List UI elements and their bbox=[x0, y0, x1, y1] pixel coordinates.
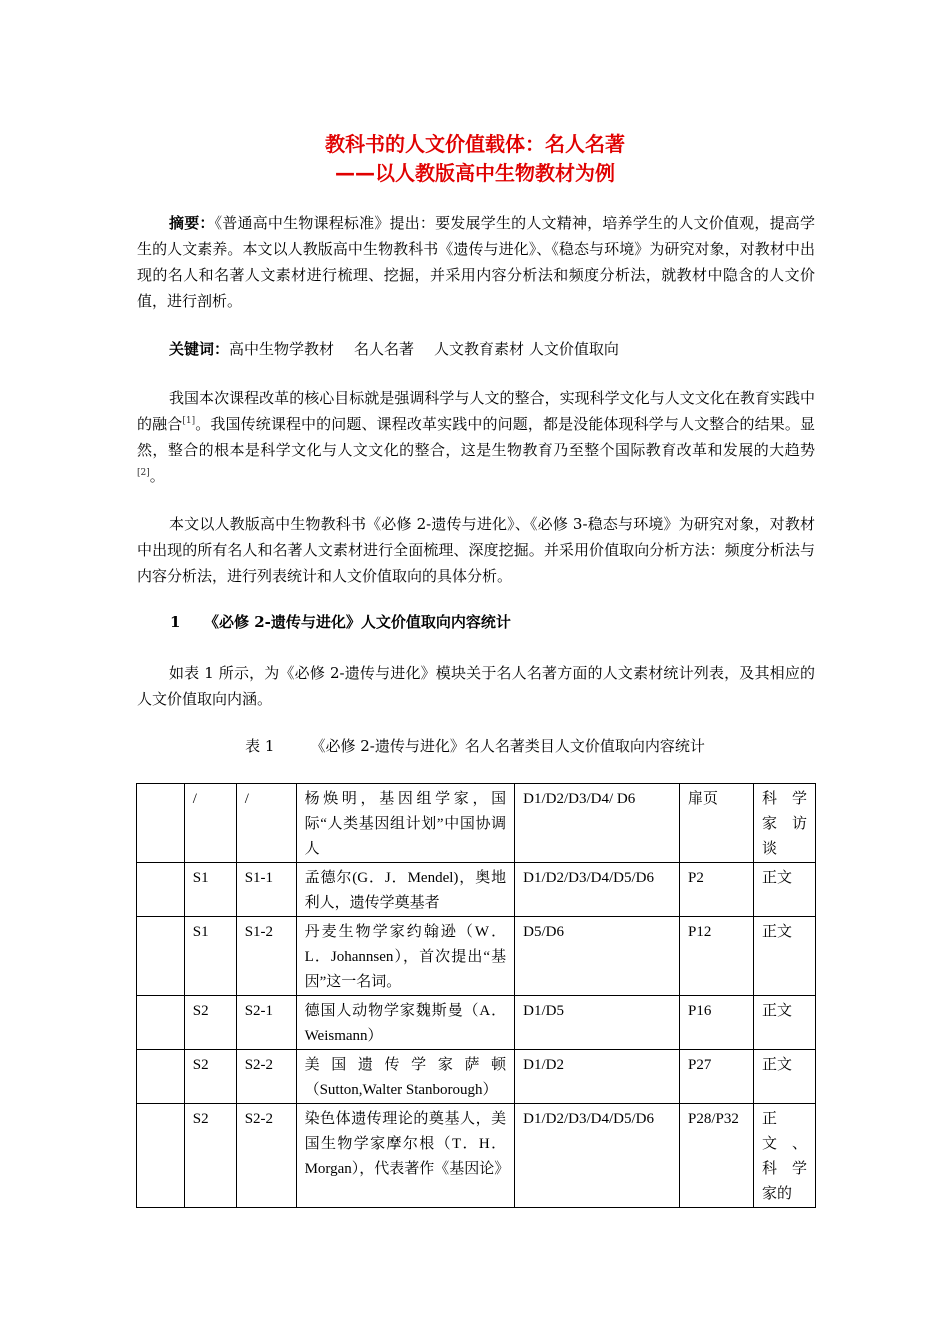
chapter-cell: S2 bbox=[184, 1050, 236, 1104]
table-caption-text: 《必修 2-遗传与进化》名人名著类目人文价值取向内容统计 bbox=[310, 737, 705, 755]
citation-1[interactable]: [1] bbox=[182, 416, 196, 426]
person-cell: 孟德尔(G．J．Mendel)，奥地利人，遗传学奠基者 bbox=[296, 863, 515, 917]
table-caption-label: 表 1 bbox=[245, 737, 275, 755]
section-number: 1 bbox=[170, 613, 181, 631]
table-row bbox=[137, 863, 816, 917]
table-row bbox=[137, 996, 816, 1050]
citation-2[interactable]: [2] bbox=[137, 468, 150, 478]
person-cell: 德国人动物学家魏斯曼（A．Weismann） bbox=[296, 996, 515, 1050]
location-cell: 正文 bbox=[754, 996, 816, 1050]
section-title: 《必修 2-遗传与进化》人文价值取向内容统计 bbox=[204, 613, 511, 631]
title-line-2: ——以人教版高中生物教材为例 bbox=[335, 161, 615, 185]
chapter-cell: S1 bbox=[184, 917, 236, 996]
value-cell: D1/D2/D3/D4/D5/D6 bbox=[515, 1104, 680, 1208]
p1-text-a: 我国本次课程改革的核心目标就是强调科学与人文的整合，实现科学文化与人文文化在教育实践中的融合 bbox=[137, 389, 815, 433]
value-cell: D1/D2 bbox=[515, 1050, 680, 1104]
chapter-cell: S2 bbox=[184, 1104, 236, 1208]
person-cell: 染色体遗传理论的奠基人，美国生物学家摩尔根（T．H．Morgan），代表著作《基因论》 bbox=[296, 1104, 515, 1208]
keyword-1: 高中生物学教材 bbox=[229, 340, 335, 358]
table-row bbox=[137, 1050, 816, 1104]
location-cell: 正文 bbox=[754, 1050, 816, 1104]
location-cell: 正文 bbox=[754, 917, 816, 996]
p1-text-c: 。 bbox=[149, 467, 165, 485]
section-cell: S2-2 bbox=[236, 1104, 296, 1208]
section-cell: S1-1 bbox=[236, 863, 296, 917]
p1-text-b: 。我国传统课程中的问题、课程改革实践中的问题，都是没能体现科学与人文整合的结果。显然，整合的根本是科学文化与人文文化的整合，这是生物教育乃至整个国际教育改革和发展的大趋势 bbox=[137, 415, 815, 459]
section-cell: S2-1 bbox=[236, 996, 296, 1050]
category-cell bbox=[137, 1104, 185, 1208]
content-statistics-table bbox=[136, 783, 816, 1208]
keywords-label: 关键词： bbox=[169, 340, 230, 358]
value-cell: D1/D5 bbox=[515, 996, 680, 1050]
section-cell: / bbox=[236, 784, 296, 863]
category-cell bbox=[137, 917, 185, 996]
page-cell: P27 bbox=[680, 1050, 754, 1104]
page-cell: P12 bbox=[680, 917, 754, 996]
body-paragraph-1 bbox=[137, 385, 815, 489]
page-cell: P28/P32 bbox=[680, 1104, 754, 1208]
section-cell: S1-2 bbox=[236, 917, 296, 996]
table-caption bbox=[0, 735, 950, 756]
keyword-2: 名人名著 bbox=[354, 340, 415, 358]
value-cell: D1/D2/D3/D4/ D6 bbox=[515, 784, 680, 863]
page-cell: P16 bbox=[680, 996, 754, 1050]
body-paragraph-2: 本文以人教版高中生物教科书《必修 2-遗传与进化》、《必修 3-稳态与环境》为研究对象，对教材中出现的所有名人和名著人文素材进行全面梳理、深度挖掘。并采用价值取向分析方法：频度分析法与内容分析法，进行列表统计和人文价值取向的具体分析。 bbox=[137, 515, 815, 585]
page-cell: P2 bbox=[680, 863, 754, 917]
value-cell: D1/D2/D3/D4/D5/D6 bbox=[515, 863, 680, 917]
keyword-3: 人文教育素材 人文价值取向 bbox=[434, 340, 619, 358]
title-line-1: 教科书的人文价值载体：名人名著 bbox=[325, 132, 625, 156]
category-cell bbox=[137, 863, 185, 917]
section-heading bbox=[170, 611, 511, 632]
table-row bbox=[137, 917, 816, 996]
location-cell: 正文 bbox=[754, 863, 816, 917]
chapter-cell: / bbox=[184, 784, 236, 863]
table-row bbox=[137, 1104, 816, 1208]
chapter-cell: S1 bbox=[184, 863, 236, 917]
category-cell bbox=[137, 1050, 185, 1104]
section-cell: S2-2 bbox=[236, 1050, 296, 1104]
keywords-paragraph bbox=[137, 336, 815, 362]
abstract-text: 《普通高中生物课程标准》提出：要发展学生的人文精神，培养学生的人文价值观，提高学生的人文素养。本文以人教版高中生物教科书《遗传与进化》、《稳态与环境》为研究对象，对教材中出现的名人和名著人文素材进行梳理、挖掘，并采用内容分析法和频度分析法，就教材中隐含的人文价值，进行剖析。 bbox=[137, 214, 815, 310]
person-cell: 杨焕明，基因组学家，国际“人类基因组计划”中国协调人 bbox=[296, 784, 515, 863]
location-cell: 正文、科学家的 bbox=[754, 1104, 816, 1208]
chapter-cell: S2 bbox=[184, 996, 236, 1050]
category-cell bbox=[137, 996, 185, 1050]
abstract-label: 摘要： bbox=[169, 214, 215, 232]
abstract-paragraph bbox=[137, 210, 815, 314]
person-cell: 美国遗传学家萨顿（Sutton,Walter Stanborough） bbox=[296, 1050, 515, 1104]
table-row bbox=[137, 784, 816, 863]
page-cell: 扉页 bbox=[680, 784, 754, 863]
category-cell bbox=[137, 784, 185, 863]
person-cell: 丹麦生物学家约翰逊（W．L．Johannsen），首次提出“基因”这一名词。 bbox=[296, 917, 515, 996]
body-paragraph-3: 如表 1 所示，为《必修 2-遗传与进化》模块关于名人名著方面的人文素材统计列表，及其相应的人文价值取向内涵。 bbox=[137, 664, 815, 708]
value-cell: D5/D6 bbox=[515, 917, 680, 996]
location-cell: 科学家访谈 bbox=[754, 784, 816, 863]
